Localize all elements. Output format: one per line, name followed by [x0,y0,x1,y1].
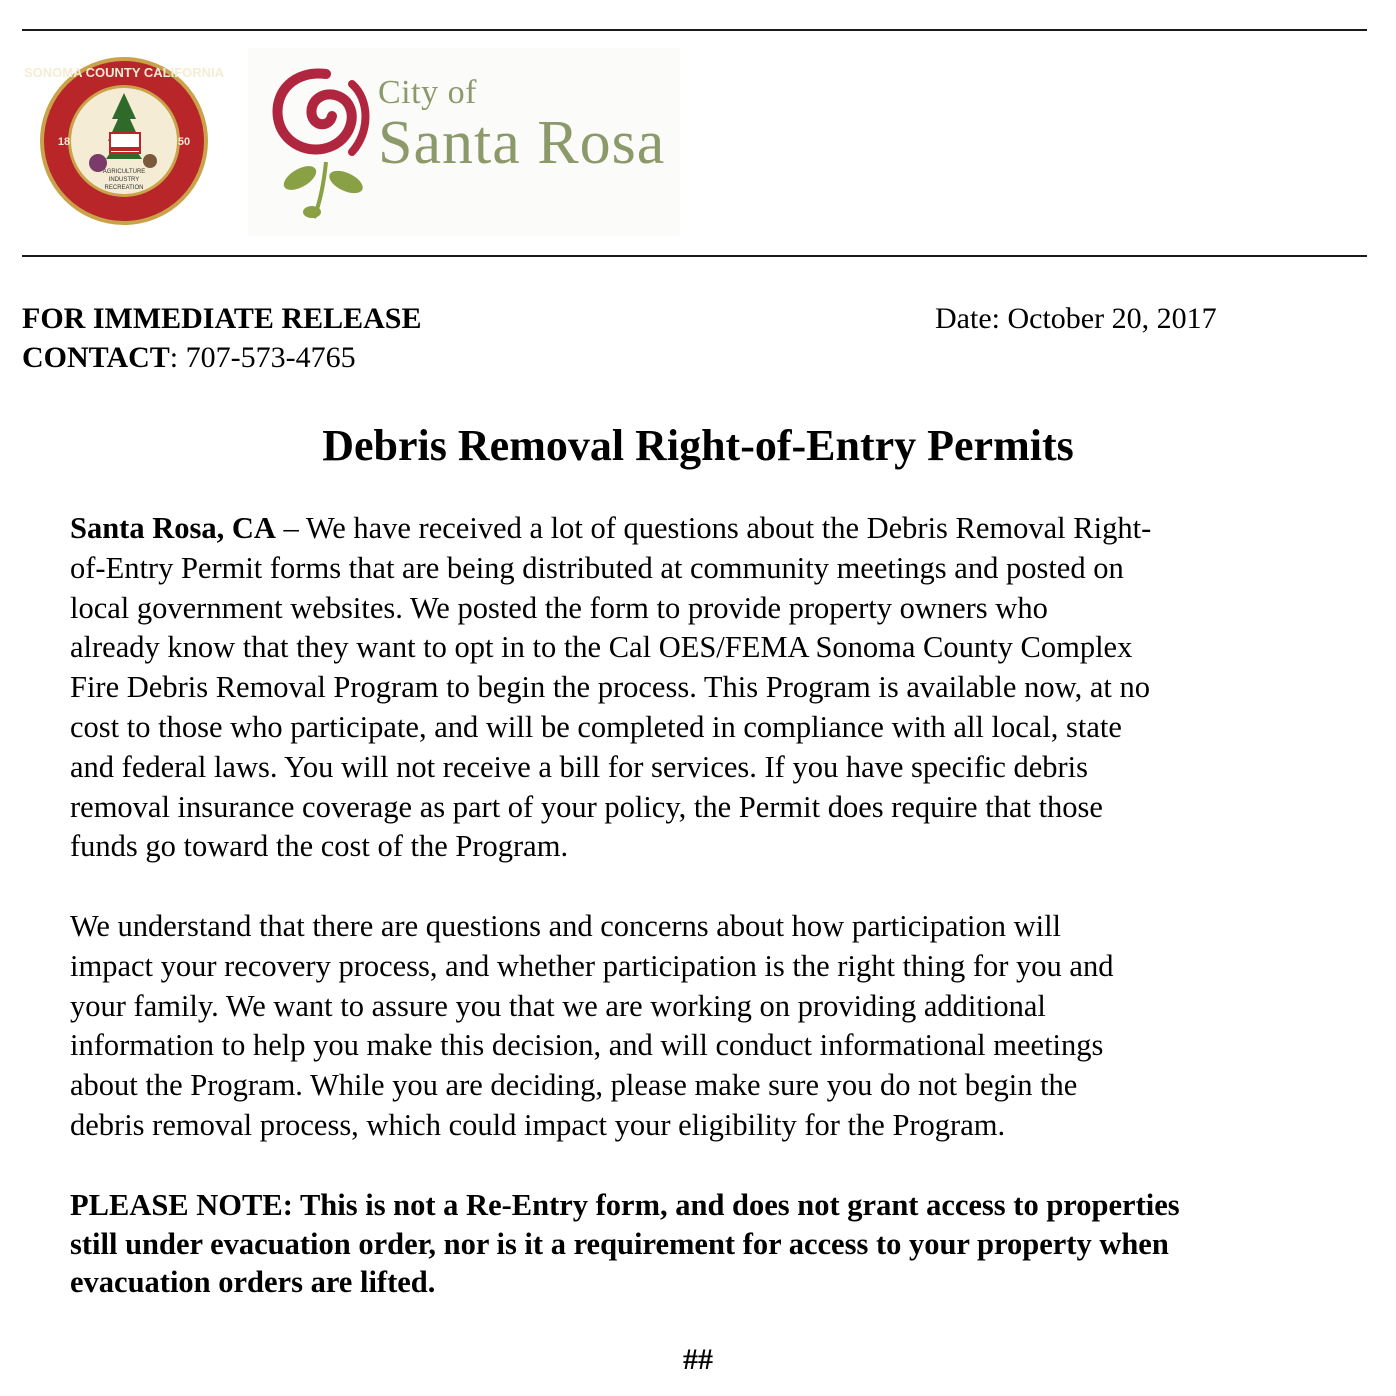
header-bottom-rule [22,255,1367,257]
seal-motto-3: RECREATION [104,185,144,191]
paragraph-line: and federal laws. You will not receive a bill for services. If you have specific debris [70,749,1089,784]
paragraph-line: Santa Rosa, CA – We have received a lot of questions about the Debris Removal Right- [70,511,1152,545]
paragraph-line: local government websites. We posted the form to provide property owners who [70,590,1048,625]
paragraph-line: your family. We want to assure you that we are working on providing additional [70,988,1046,1023]
paragraph-line: Fire Debris Removal Program to begin the process. This Program is available now, at no [70,670,1150,705]
paragraph-line: already know that they want to opt in to the Cal OES/FEMA Sonoma County Complex [70,630,1133,665]
page-title: Debris Removal Right-of-Entry Permits [322,421,1074,470]
contact-label: CONTACT [22,341,170,374]
end-mark: ## [683,1343,713,1376]
contact-line [22,341,356,375]
seal-year-right: 50 [177,136,191,148]
paragraph-line: cost to those who participate, and will be completed in compliance with all local, state [70,709,1122,744]
logo-santa-rosa: Santa Rosa [378,109,666,177]
release-label: FOR IMMEDIATE RELEASE [22,302,422,335]
paragraph-line: information to help you make this decision, and will conduct informational meetings [70,1028,1104,1063]
paragraph-line: debris removal process, which could impact your eligibility for the Program. [70,1107,1006,1142]
release-date: Date: October 20, 2017 [935,302,1217,335]
paragraph-line: about the Program. While you are deciding, please make sure you do not begin the [70,1068,1078,1103]
paragraph-intro [70,509,1330,867]
paragraph-line: funds go toward the cost of the Program. [70,829,569,864]
top-rule [22,29,1367,31]
paragraph-line: We understand that there are questions and concerns about how participation will [70,909,1062,943]
please-note [70,1186,1330,1302]
seal-year-left: 18 [57,136,71,148]
dateline: Santa Rosa, CA [70,511,276,545]
seal-ring-top: SONOMA COUNTY CALIFORNIA [23,65,225,80]
logo-city-of: City of [378,74,477,111]
paragraph-concerns [70,907,1330,1146]
paragraph-line: of-Entry Permit forms that are being distributed at community meetings and posted on [70,550,1124,585]
santa-rosa-logo [248,48,680,236]
note-line: still under evacuation order, nor is it a requirement for access to your property when [70,1226,1169,1261]
rose-icon [266,62,376,222]
contact-phone: : 707-573-4765 [169,341,356,374]
note-line: PLEASE NOTE: This is not a Re-Entry form, and does not grant access to properties [70,1188,1180,1222]
note-line: evacuation orders are lifted. [70,1265,436,1299]
paragraph-line: removal insurance coverage as part of your policy, the Permit does require that those [70,789,1103,824]
paragraph-line: impact your recovery process, and whether participation is the right thing for you and [70,948,1114,983]
seal-motto-2: INDUSTRY [108,177,140,183]
seal-motto-1: AGRICULTURE [102,169,146,175]
sonoma-county-seal [23,55,225,227]
